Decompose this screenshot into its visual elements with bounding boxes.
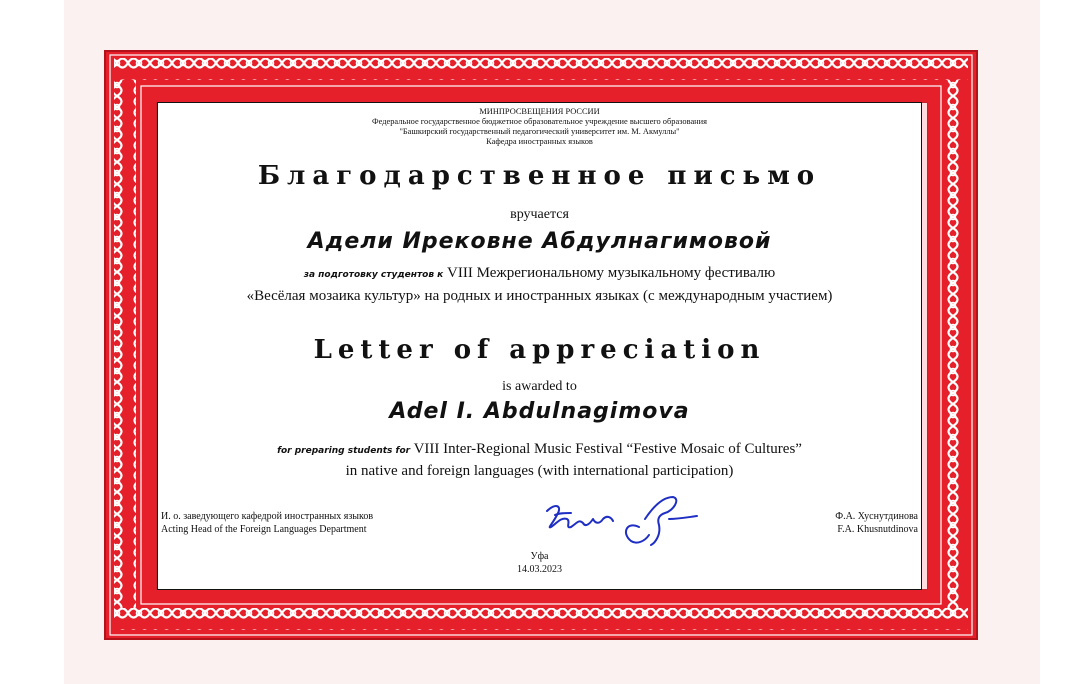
signatory-name [835, 510, 918, 536]
institution-header [158, 107, 921, 147]
title-english: Letter of appreciation [313, 335, 766, 365]
name-english: F.A. Khusnutdinova [837, 524, 918, 535]
festival-name-russian: «Весёлая мозаика культур» на родных и иностранных языках (с международным участием) [246, 288, 833, 304]
awarded-russian: вручается [510, 207, 569, 222]
place-and-date [158, 550, 921, 576]
university-name: "Башкирский государственный педагогический университет им. М. Акмуллы" [399, 127, 680, 136]
department-name: Кафедра иностранных языков [486, 137, 593, 146]
ministry-name: МИНПРОСВЕЩЕНИЯ РОССИИ [479, 107, 600, 116]
reason-russian [158, 265, 921, 282]
reason-english [158, 441, 921, 458]
position-english: Acting Head of the Foreign Languages Department [161, 524, 367, 535]
awarded-english: is awarded to [502, 379, 577, 394]
institution-type: Федеральное государственное бюджетное образовательное учреждение высшего образования [372, 117, 707, 126]
position-russian: И. о. заведующего кафедрой иностранных языков [161, 511, 374, 522]
date: 14.03.2023 [517, 564, 562, 575]
reason-main-russian: VIII Межрегиональному музыкальному фестивалю [447, 265, 776, 281]
reason-main-english: VIII Inter-Regional Music Festival “Festive Mosaic of Cultures” [413, 441, 802, 457]
reason-prefix-english: for preparing students for [277, 446, 411, 456]
handwritten-signature [541, 489, 701, 551]
recipient-name-english: Adel I. Abdulnagimova [389, 399, 690, 424]
recipient-name-russian: Адели Ирековне Абдулнагимовой [307, 229, 772, 254]
signatory-position [161, 510, 373, 536]
certificate-body [157, 102, 922, 590]
reason-prefix-russian: за подготовку студентов к [303, 270, 444, 280]
festival-name-english: in native and foreign languages (with international participation) [345, 463, 734, 479]
name-russian: Ф.А. Хуснутдинова [835, 511, 918, 522]
title-russian: Благодарственное письмо [257, 161, 822, 191]
viewer-margin [1040, 0, 1080, 684]
city: Уфа [530, 551, 549, 562]
